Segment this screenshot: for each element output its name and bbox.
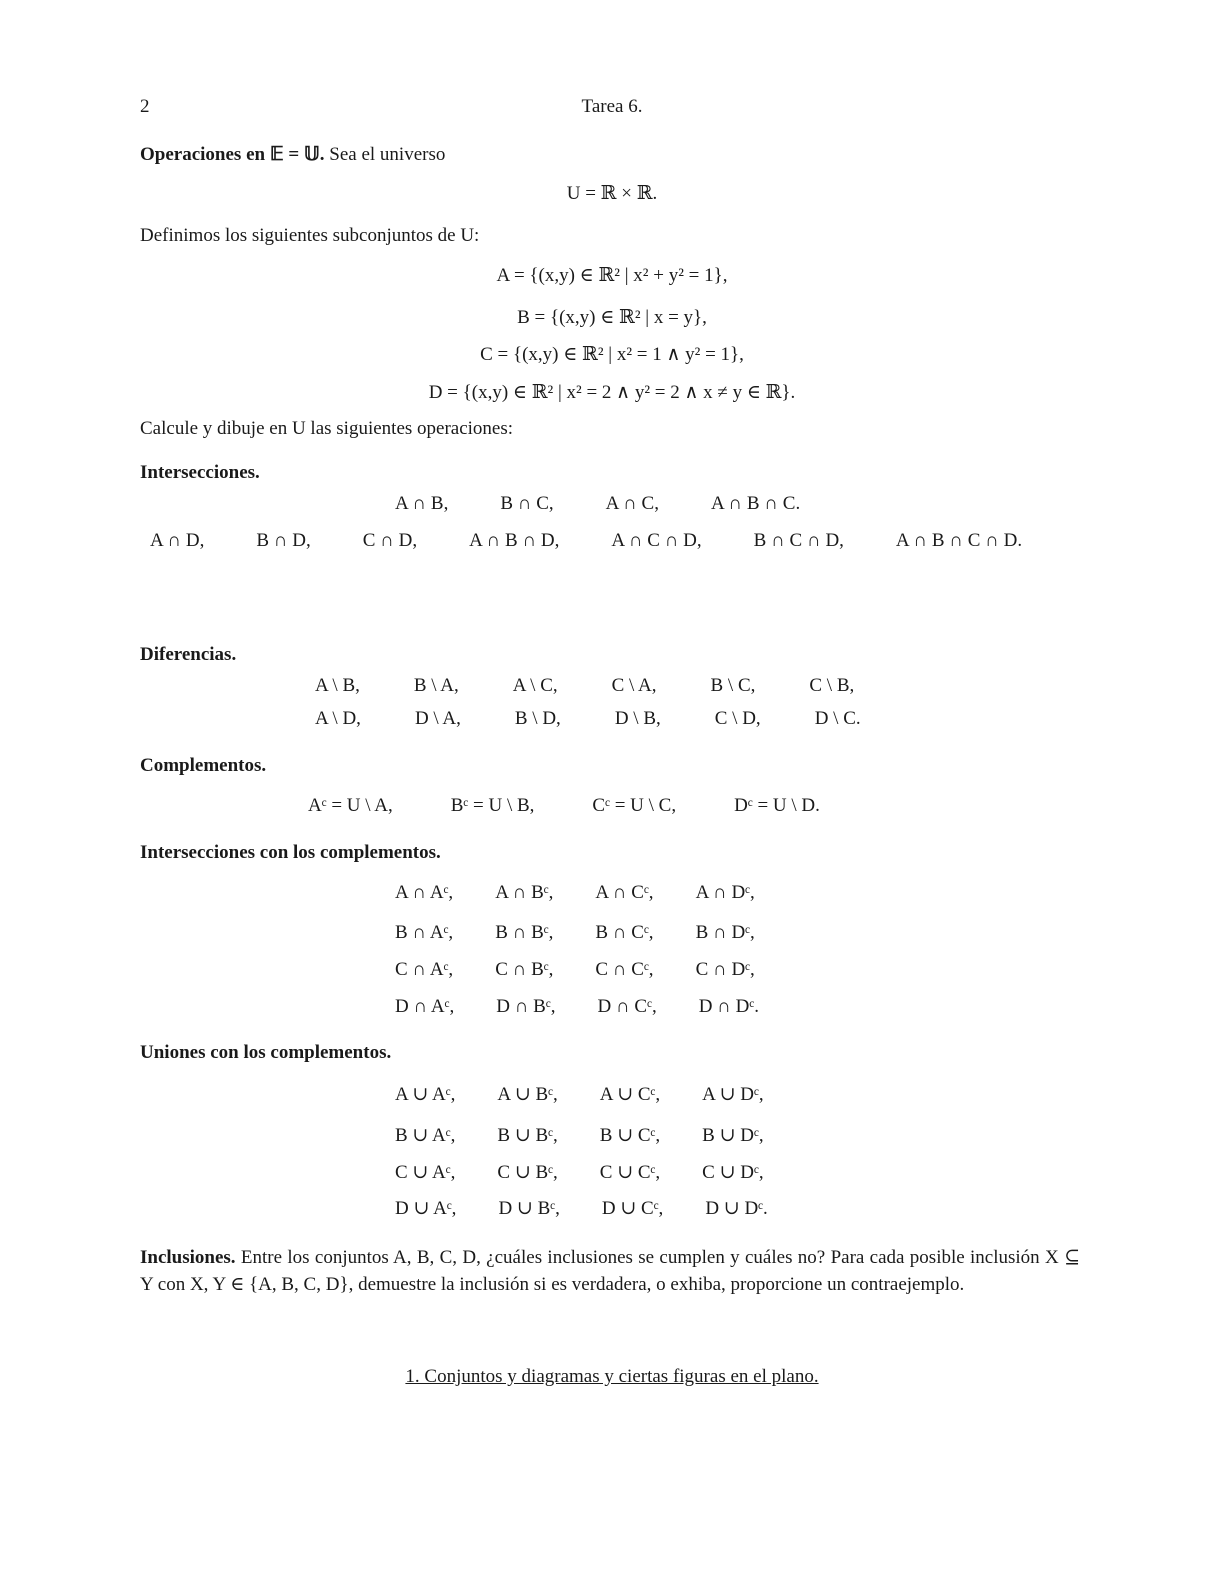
formula-item: C ∩ D, xyxy=(362,530,418,551)
formula-item: A ∩ B ∩ C ∩ D. xyxy=(895,530,1023,551)
differences-row-2 xyxy=(315,708,861,730)
intro-text: Sea el universo xyxy=(324,144,446,165)
formula-item: Aᶜ = U \ A, xyxy=(308,795,393,816)
formula-item: A ∩ Bᶜ, xyxy=(495,882,554,903)
formula-item: A ∩ B ∩ C. xyxy=(710,493,801,514)
formula-item: C ∪ Bᶜ, xyxy=(497,1162,558,1183)
union-complements-title: Uniones con los complementos. xyxy=(140,1042,392,1063)
complements-title: Complementos. xyxy=(140,755,267,776)
formula-item: Dᶜ = U \ D. xyxy=(734,795,820,816)
inclusions-body: Entre los conjuntos A, B, C, D, ¿cuáles inclusiones se cumplen y cuáles no? Para cada posible inclusión X ⊆ Y con X, Y ∈ {A, B, C, D}, demuestre la inclusión si es verdadera, o exhiba, proporcione un contraejemplo. xyxy=(140,1247,1080,1295)
intersections-title: Intersecciones. xyxy=(140,462,260,483)
union-complements-row xyxy=(395,1197,768,1220)
formula-item: B \ C, xyxy=(710,675,756,696)
set-b-definition: B = {(x,y) ∈ ℝ² | x = y}, xyxy=(517,307,707,328)
differences-title: Diferencias. xyxy=(140,644,237,665)
formula-item: A ∩ C ∩ D, xyxy=(611,530,702,551)
formula-item: D ∩ Aᶜ, xyxy=(395,996,455,1017)
formula-item: B ∪ Bᶜ, xyxy=(497,1125,558,1146)
intro-line xyxy=(140,143,445,166)
formula-item: C \ A, xyxy=(611,675,657,696)
formula-item: D ∩ Bᶜ, xyxy=(496,996,556,1017)
inclusions-title: Inclusiones. xyxy=(140,1247,236,1268)
formula-item: B ∩ C, xyxy=(500,493,554,514)
formula-item: C ∪ Cᶜ, xyxy=(599,1162,661,1183)
formula-item: A \ C, xyxy=(512,675,558,696)
formula-item: B ∪ Dᶜ, xyxy=(702,1125,764,1146)
complements-row xyxy=(308,795,820,817)
formula-item: A ∩ Aᶜ, xyxy=(395,882,454,903)
footer-item: 1. Conjuntos y diagramas y ciertas figuras en el plano. xyxy=(405,1366,819,1387)
intro-heading: Operaciones en 𝔼 = 𝕌. xyxy=(140,144,325,165)
inter-complements-row xyxy=(395,959,755,981)
formula-item: B ∪ Cᶜ, xyxy=(599,1125,661,1146)
formula-item: D \ A, xyxy=(414,708,461,729)
formula-item: B \ D, xyxy=(514,708,561,729)
inter-complements-row xyxy=(395,922,755,944)
formula-item: B \ A, xyxy=(413,675,459,696)
formula-item: B ∩ Aᶜ, xyxy=(395,922,454,943)
union-complements-row xyxy=(395,1161,764,1184)
instructions: Calcule y dibuje en U las siguientes operaciones: xyxy=(140,418,514,439)
differences-row-1 xyxy=(315,675,854,697)
formula-item: B ∪ Aᶜ, xyxy=(395,1125,456,1146)
formula-item: A ∪ Dᶜ, xyxy=(702,1084,764,1105)
formula-item: A ∪ Aᶜ, xyxy=(395,1084,456,1105)
formula-item: C ∪ Aᶜ, xyxy=(395,1162,456,1183)
inter-complements-title: Intersecciones con los complementos. xyxy=(140,842,441,863)
formula-item: B ∩ Bᶜ, xyxy=(495,922,554,943)
formula-item: D \ C. xyxy=(814,708,861,729)
intersections-row-1 xyxy=(395,493,800,515)
formula-item: C ∩ Bᶜ, xyxy=(495,959,554,980)
formula-item: Bᶜ = U \ B, xyxy=(450,795,535,816)
set-d-definition: D = {(x,y) ∈ ℝ² | x² = 2 ∧ y² = 2 ∧ x ≠ y ∈ ℝ}. xyxy=(428,382,796,403)
formula-item: C \ B, xyxy=(809,675,855,696)
formula-item: A \ B, xyxy=(315,675,360,696)
formula-item: D ∩ Cᶜ, xyxy=(597,996,657,1017)
formula-item: C ∩ Dᶜ, xyxy=(695,959,755,980)
union-complements-row xyxy=(395,1083,764,1106)
formula-item: A ∩ B ∩ D, xyxy=(469,530,560,551)
subsets-intro: Definimos los siguientes subconjuntos de U: xyxy=(140,225,480,246)
formula-item: A ∪ Bᶜ, xyxy=(497,1084,558,1105)
set-a-definition: A = {(x,y) ∈ ℝ² | x² + y² = 1}, xyxy=(496,265,728,286)
formula-item: A ∩ D, xyxy=(150,530,205,551)
formula-item: D ∪ Bᶜ, xyxy=(498,1198,560,1219)
formula-item: D ∪ Dᶜ. xyxy=(705,1198,768,1219)
formula-item: B ∩ D, xyxy=(256,530,311,551)
formula-item: D \ B, xyxy=(614,708,661,729)
formula-item: A ∪ Cᶜ, xyxy=(599,1084,661,1105)
formula-item: A ∩ C, xyxy=(605,493,659,514)
set-c-definition: C = {(x,y) ∈ ℝ² | x² = 1 ∧ y² = 1}, xyxy=(480,344,744,365)
formula-item: A ∩ Dᶜ, xyxy=(695,882,755,903)
universe-definition: U = ℝ × ℝ. xyxy=(566,183,658,204)
inter-complements-row xyxy=(395,882,755,904)
formula-item: B ∩ C ∩ D, xyxy=(753,530,844,551)
formula-item: C ∩ Cᶜ, xyxy=(595,959,654,980)
running-title: Tarea 6. xyxy=(581,96,643,117)
page-number: 2 xyxy=(140,96,150,117)
formula-item: Cᶜ = U \ C, xyxy=(592,795,677,816)
formula-item: A ∩ B, xyxy=(395,493,449,514)
formula-item: A ∩ Cᶜ, xyxy=(595,882,654,903)
formula-item: C ∪ Dᶜ, xyxy=(702,1162,764,1183)
formula-item: D ∩ Dᶜ. xyxy=(698,996,759,1017)
formula-item: B ∩ Cᶜ, xyxy=(595,922,654,943)
intersections-row-2 xyxy=(150,530,1022,552)
inclusions-paragraph xyxy=(140,1244,1080,1298)
formula-item: D ∪ Aᶜ, xyxy=(395,1198,457,1219)
formula-item: C ∩ Aᶜ, xyxy=(395,959,454,980)
formula-item: C \ D, xyxy=(714,708,761,729)
union-complements-row xyxy=(395,1124,764,1147)
inter-complements-row xyxy=(395,996,759,1018)
formula-item: B ∩ Dᶜ, xyxy=(695,922,755,943)
formula-item: D ∪ Cᶜ, xyxy=(601,1198,664,1219)
formula-item: A \ D, xyxy=(315,708,361,729)
